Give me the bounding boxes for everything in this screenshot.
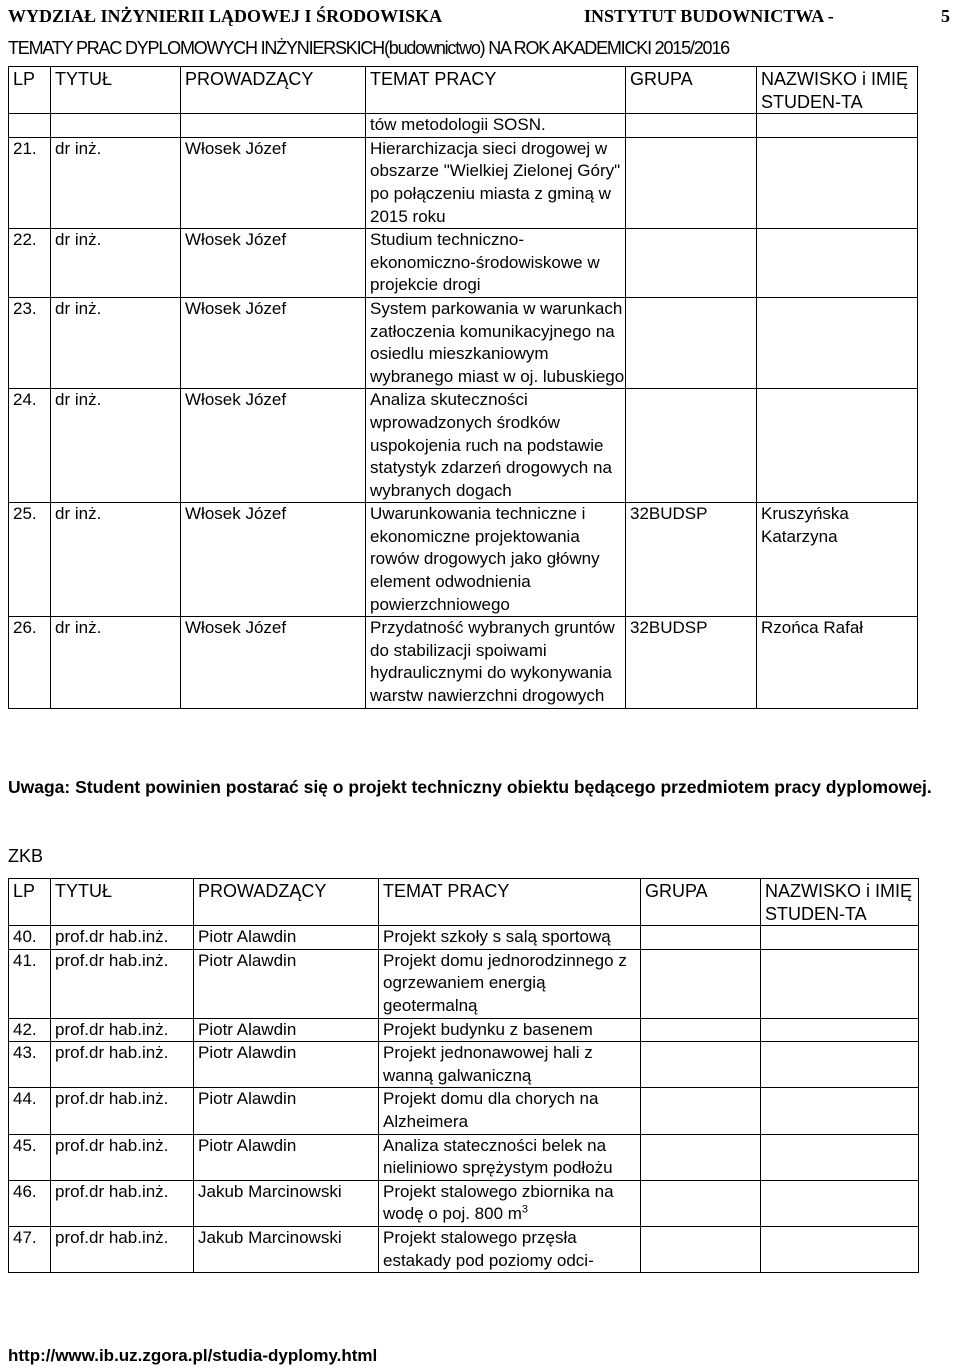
table-row (9, 1226, 919, 1272)
page-number: 5 (941, 6, 950, 26)
table-row (9, 617, 918, 708)
cell-empty (181, 114, 366, 138)
cell-lp: 21. (9, 137, 51, 228)
cell-empty (757, 114, 918, 138)
document-subtitle: TEMATY PRAC DYPLOMOWYCH INŻYNIERSKICH(budownictwo) NA ROK AKADEMICKI 2015/2016 (8, 38, 729, 58)
table-row-continuation (9, 114, 918, 138)
column-header-tytul: TYTUŁ (51, 67, 181, 114)
cell-prowadzacy: Jakub Marcinowski (194, 1226, 379, 1272)
cell-empty (9, 114, 51, 138)
table-row (9, 1088, 919, 1134)
topics-table-1 (8, 66, 918, 709)
cell-tytul: prof.dr hab.inż. (51, 1042, 194, 1088)
cell-temat: Analiza stateczności belek na nieliniowo sprężystym podłożu (379, 1134, 641, 1180)
cell-tytul: prof.dr hab.inż. (51, 1226, 194, 1272)
column-header-grupa: GRUPA (641, 879, 761, 926)
cell-student (761, 949, 919, 1018)
cell-grupa: 32BUDSP (626, 617, 757, 708)
cell-temat: Projekt budynku z basenem (379, 1018, 641, 1042)
cell-temat: Projekt jednonawowej hali z wanną galwaniczną (379, 1042, 641, 1088)
cell-empty (626, 114, 757, 138)
cell-grupa (626, 229, 757, 298)
cell-grupa (626, 389, 757, 503)
cell-tytul: prof.dr hab.inż. (51, 926, 194, 950)
column-header-nazwisko: NAZWISKO i IMIĘ STUDEN-TA (757, 67, 918, 114)
note-text: Uwaga: Student powinien postarać się o projekt techniczny obiektu będącego przedmiotem pracy dyplomowej. (8, 777, 932, 797)
cell-student (761, 1134, 919, 1180)
cell-lp: 22. (9, 229, 51, 298)
cell-tytul: dr inż. (51, 229, 181, 298)
cell-lp: 41. (9, 949, 51, 1018)
cell-grupa (626, 137, 757, 228)
cell-empty (51, 114, 181, 138)
cell-tytul: dr inż. (51, 137, 181, 228)
cell-lp: 46. (9, 1180, 51, 1226)
cell-prowadzacy: Piotr Alawdin (194, 926, 379, 950)
table-row (9, 229, 918, 298)
cell-temat: Uwarunkowania techniczne i ekonomiczne projektowania rowów drogowych jako główny element odwodnienia powierzchniowego (366, 503, 626, 617)
table-row (9, 297, 918, 388)
cell-student (761, 1088, 919, 1134)
cell-prowadzacy: Włosek Józef (181, 617, 366, 708)
cell-lp: 40. (9, 926, 51, 950)
column-header-temat: TEMAT PRACY (366, 67, 626, 114)
cell-tytul: prof.dr hab.inż. (51, 1180, 194, 1226)
table-header-row (9, 67, 918, 114)
cell-tytul: dr inż. (51, 617, 181, 708)
cell-lp: 23. (9, 297, 51, 388)
cell-student (757, 389, 918, 503)
cell-temat: Hierarchizacja sieci drogowej w obszarze "Wielkiej Zielonej Góry" po połączeniu miasta z gminą w 2015 roku (366, 137, 626, 228)
cell-tytul: dr inż. (51, 389, 181, 503)
cell-tytul: prof.dr hab.inż. (51, 1088, 194, 1134)
page-header (8, 6, 952, 30)
cell-prowadzacy: Włosek Józef (181, 503, 366, 617)
table-row (9, 1134, 919, 1180)
table-row (9, 137, 918, 228)
cell-prowadzacy: Piotr Alawdin (194, 1042, 379, 1088)
column-header-grupa: GRUPA (626, 67, 757, 114)
cell-tytul: dr inż. (51, 297, 181, 388)
cell-grupa: 32BUDSP (626, 503, 757, 617)
cell-student (761, 926, 919, 950)
cell-grupa (626, 297, 757, 388)
cell-temat: Projekt stalowego przęsła estakady pod poziomy odci- (379, 1226, 641, 1272)
cell-lp: 26. (9, 617, 51, 708)
cell-grupa (641, 1018, 761, 1042)
cell-tytul: prof.dr hab.inż. (51, 1018, 194, 1042)
table-row (9, 389, 918, 503)
cell-prowadzacy: Jakub Marcinowski (194, 1180, 379, 1226)
table-row (9, 1042, 919, 1088)
section-label: ZKB (8, 846, 44, 866)
cell-lp: 25. (9, 503, 51, 617)
cell-temat: System parkowania w warunkach zatłoczenia komunikacyjnego na osiedlu mieszkaniowym wybranego miast w oj. lubuskiego (366, 297, 626, 388)
cell-student: Rzońca Rafał (757, 617, 918, 708)
cell-temat: Projekt stalowego zbiornika na wodę o poj. 800 $m^3$ (379, 1180, 641, 1226)
cell-prowadzacy: Piotr Alawdin (194, 1018, 379, 1042)
cell-grupa (641, 926, 761, 950)
cell-prowadzacy: Piotr Alawdin (194, 1134, 379, 1180)
cell-grupa (641, 1226, 761, 1272)
cell-student (757, 137, 918, 228)
cell-tytul: prof.dr hab.inż. (51, 949, 194, 1018)
cell-temat: Analiza skuteczności wprowadzonych środków uspokojenia ruch na podstawie statystyk zdarzeń drogowych na wybranych dogach (366, 389, 626, 503)
cell-grupa (641, 1042, 761, 1088)
footer-url[interactable]: http://www.ib.uz.zgora.pl/studia-dyplomy.html (8, 1346, 378, 1365)
cell-grupa (641, 949, 761, 1018)
cell-grupa (641, 1134, 761, 1180)
cell-temat: Studium techniczno-ekonomiczno-środowiskowe w projekcie drogi (366, 229, 626, 298)
column-header-lp: LP (9, 67, 51, 114)
institute-name: INSTYTUT BUDOWNICTWA - (584, 6, 834, 26)
cell-student (761, 1042, 919, 1088)
faculty-name: WYDZIAŁ INŻYNIERII LĄDOWEJ I ŚRODOWISKA (8, 6, 443, 26)
table-row (9, 1180, 919, 1226)
cell-grupa (641, 1088, 761, 1134)
column-header-tytul: TYTUŁ (51, 879, 194, 926)
cell-lp: 43. (9, 1042, 51, 1088)
cell-student: Kruszyńska Katarzyna (757, 503, 918, 617)
cell-student (761, 1018, 919, 1042)
cell-tytul: prof.dr hab.inż. (51, 1134, 194, 1180)
cell-prowadzacy: Włosek Józef (181, 389, 366, 503)
cell-prowadzacy: Włosek Józef (181, 137, 366, 228)
column-header-temat: TEMAT PRACY (379, 879, 641, 926)
cell-student (761, 1226, 919, 1272)
cell-lp: 24. (9, 389, 51, 503)
table-header-row (9, 879, 919, 926)
cell-student (757, 229, 918, 298)
table-row (9, 926, 919, 950)
cell-prowadzacy: Piotr Alawdin (194, 1088, 379, 1134)
topics-table-2 (8, 878, 919, 1273)
cell-student (757, 297, 918, 388)
unit-superscript: 3 (521, 1203, 529, 1216)
cell-prowadzacy: Włosek Józef (181, 297, 366, 388)
column-header-nazwisko: NAZWISKO i IMIĘ STUDEN-TA (761, 879, 919, 926)
cell-lp: 45. (9, 1134, 51, 1180)
cell-temat: Projekt domu dla chorych na Alzheimera (379, 1088, 641, 1134)
cell-lp: 44. (9, 1088, 51, 1134)
column-header-prowadzacy: PROWADZĄCY (181, 67, 366, 114)
cell-lp: 42. (9, 1018, 51, 1042)
cell-grupa (641, 1180, 761, 1226)
cell-temat: tów metodologii SOSN. (366, 114, 626, 138)
cell-temat: Projekt szkoły s salą sportową (379, 926, 641, 950)
column-header-prowadzacy: PROWADZĄCY (194, 879, 379, 926)
table-row (9, 1018, 919, 1042)
table-row (9, 503, 918, 617)
cell-prowadzacy: Włosek Józef (181, 229, 366, 298)
column-header-lp: LP (9, 879, 51, 926)
cell-temat: Przydatność wybranych gruntów do stabilizacji spoiwami hydraulicznymi do wykonywania warstw nawierzchni drogowych (366, 617, 626, 708)
cell-temat: Projekt domu jednorodzinnego z ogrzewaniem energią geotermalną (379, 949, 641, 1018)
cell-tytul: dr inż. (51, 503, 181, 617)
cell-lp: 47. (9, 1226, 51, 1272)
cell-prowadzacy: Piotr Alawdin (194, 949, 379, 1018)
table-row (9, 949, 919, 1018)
cell-student (761, 1180, 919, 1226)
